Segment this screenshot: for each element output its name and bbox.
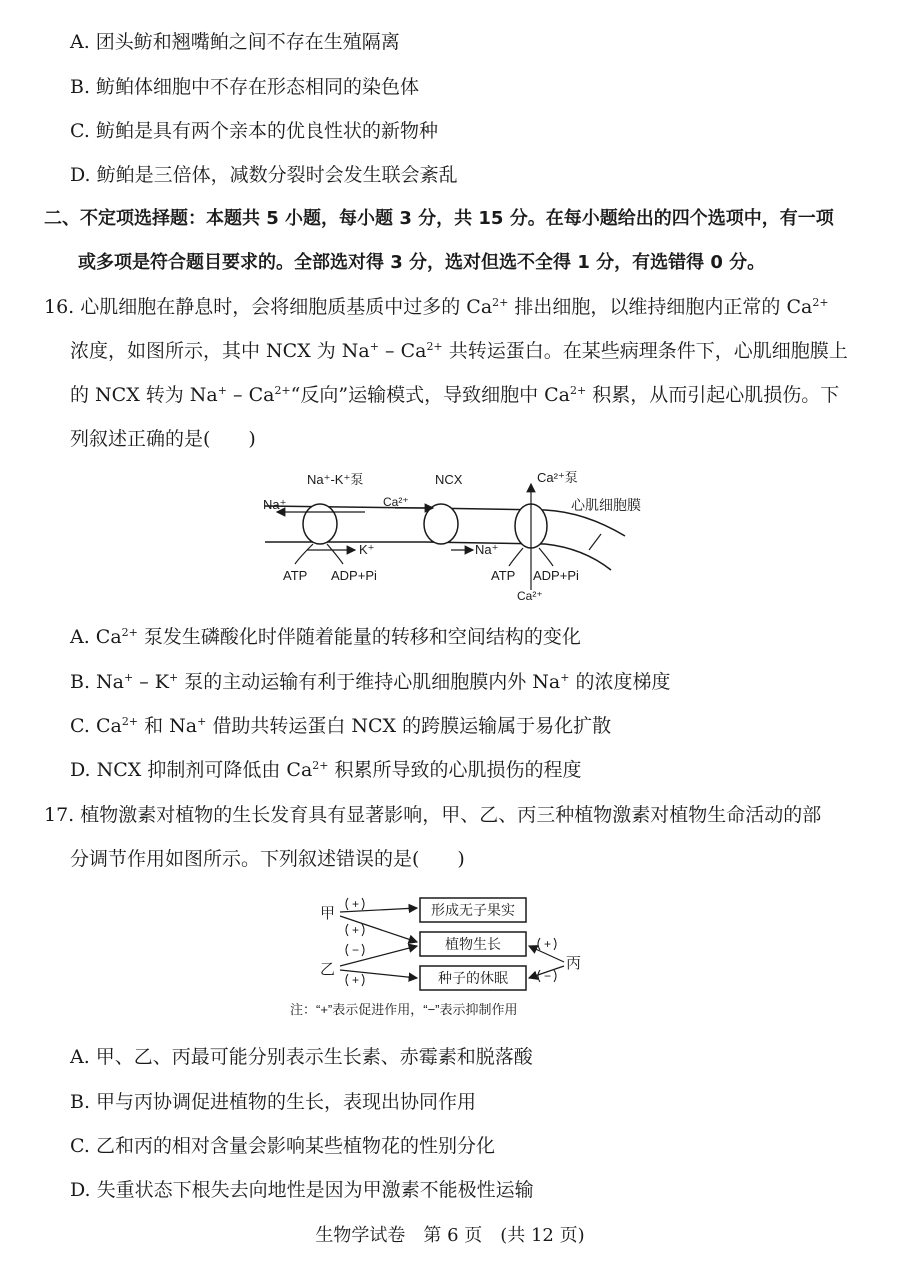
sign-bing-dormancy: − — [544, 969, 552, 983]
q16-option-b: B. Na+ – K+ 泵的主动运输有利于维持心肌细胞膜内外 Na+ 的浓度梯度 — [70, 671, 671, 693]
hormone-jia: 甲 — [320, 905, 336, 922]
hormone-bing: 丙 — [566, 955, 582, 972]
ncx-label: NCX — [435, 472, 463, 487]
q15-option-d: D. 鲂鲌是三倍体，减数分裂时会发生联会紊乱 — [70, 164, 458, 186]
box-plant-growth-label: 植物生长 — [445, 936, 501, 952]
adp-label-2: ADP+Pi — [533, 568, 579, 583]
hormone-yi: 乙 — [320, 961, 336, 978]
na-out-label: Na⁺ — [263, 497, 287, 512]
adp-label-1: ADP+Pi — [331, 568, 377, 583]
q17-option-b: B. 甲与丙协调促进植物的生长，表现出协同作用 — [70, 1091, 477, 1113]
k-in-label: K⁺ — [359, 542, 375, 557]
nak-pump-protein — [303, 504, 337, 544]
atp-label-1: ATP — [283, 568, 308, 583]
sign-bing-growth: + — [544, 937, 552, 951]
ca-pump-label: Ca²⁺泵 — [537, 470, 578, 485]
ca-bottom-label: Ca²⁺ — [517, 589, 543, 603]
q16-option-c: C. $Ca^{2+}$ 和 Na+ 借助共转运蛋白 NCX 的跨膜运输属于易化扩散 — [70, 715, 612, 737]
q15-option-a: A. 团头鲂和翘嘴鲌之间不存在生殖隔离 — [70, 31, 400, 53]
q17-option-a: A. 甲、乙、丙最可能分别表示生长素、赤霉素和脱落酸 — [70, 1046, 533, 1068]
q16-stem-line4: 列叙述正确的是( ) — [70, 428, 256, 450]
sign-jia-fruit: + — [352, 897, 360, 911]
page-footer: 生物学试卷 第 6 页 (共 12 页) — [315, 1225, 585, 1246]
q16-stem-line3: 的 NCX 转为 $Na^+ - Ca^{2+}“$反向”运输模式，导致细胞中 $Ca^{2+}$ 积累，从而引起心肌损伤。下 — [70, 384, 840, 406]
sign-jia-growth: + — [352, 923, 360, 937]
q16-membrane-figure — [255, 462, 675, 610]
q16-option-a: A. $Ca^{2+}$ 泵发生磷酸化时伴随着能量的转移和空间结构的变化 — [70, 626, 581, 648]
figure-note: 注：“+”表示促进作用，“−”表示抑制作用 — [290, 1002, 518, 1017]
q16-option-d: D. NCX 抑制剂可降低由 $Ca^{2+}$ 积累所导致的心肌损伤的程度 — [70, 759, 582, 781]
q17-stem-line1: 17. 植物激素对植物的生长发育具有显著影响，甲、乙、丙三种植物激素对植物生命活动的部 — [44, 804, 822, 826]
box-seedless-fruit-label: 形成无子果实 — [431, 902, 515, 918]
q15-option-b: B. 鲂鲌体细胞中不存在形态相同的染色体 — [70, 76, 420, 98]
na-in-label: Na⁺ — [475, 542, 499, 557]
q17-option-d: D. 失重状态下根失去向地性是因为甲激素不能极性运输 — [70, 1179, 534, 1201]
q15-option-c: C. 鲂鲌是具有两个亲本的优良性状的新物种 — [70, 120, 438, 142]
q17-stem-line2: 分调节作用如图所示。下列叙述错误的是( ) — [70, 848, 465, 870]
section2-heading-line1: 二、不定项选择题：本题共 5 小题，每小题 3 分，共 15 分。在每小题给出的四个选项中，有一项 — [44, 208, 834, 229]
nak-pump-label: Na⁺-K⁺泵 — [307, 472, 364, 487]
ca-mid-label: Ca²⁺ — [383, 495, 409, 509]
ncx-protein — [424, 504, 458, 544]
membrane-label: 心肌细胞膜 — [571, 497, 641, 513]
membrane-inner-line — [265, 542, 611, 570]
q16-stem-line2: 浓度，如图所示，其中 NCX 为 $Na^+ - Ca^{2+}$ 共转运蛋白。在某些病理条件下，心肌细胞膜上 — [70, 340, 848, 362]
section2-heading-line2: 或多项是符合题目要求的。全部选对得 3 分，选对但选不全得 1 分，有选错得 0 分。 — [78, 252, 766, 273]
q17-hormone-figure — [290, 888, 640, 1018]
q17-option-c: C. 乙和丙的相对含量会影响某些植物花的性别分化 — [70, 1135, 495, 1157]
q16-stem-line1: 16. 心肌细胞在静息时，会将细胞质基质中过多的 $Ca^{2+}$ 排出细胞，以维持细胞内正常的 $Ca^{2+}$ — [44, 296, 829, 318]
membrane-label-pointer — [589, 534, 601, 550]
sign-yi-dormancy: + — [352, 973, 360, 987]
sign-yi-growth: − — [352, 943, 360, 957]
box-seed-dormancy-label: 种子的休眠 — [438, 970, 508, 986]
atp-label-2: ATP — [491, 568, 516, 583]
